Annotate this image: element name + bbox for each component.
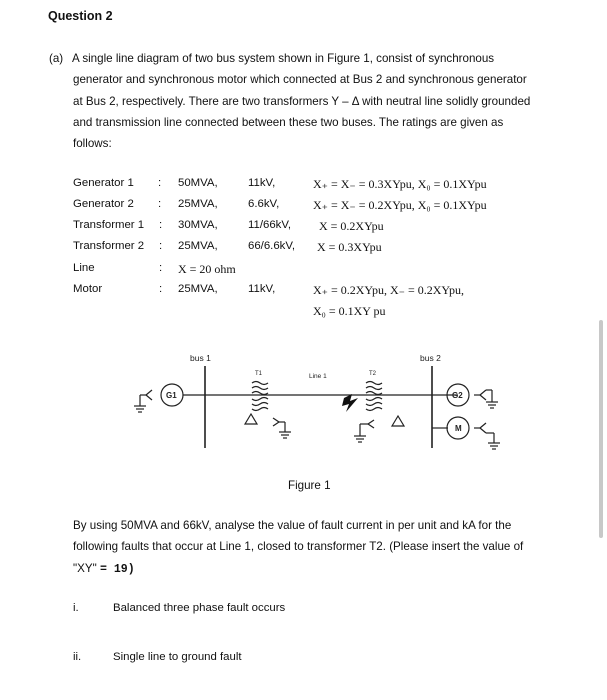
part-a-line-1: (a) A single line diagram of two bus system shown in Figure 1, consist of synchronous: [49, 48, 554, 69]
g2-label: G2: [452, 391, 463, 400]
xy-value: = 19): [99, 562, 135, 576]
item-2-text: Single line to ground fault: [113, 651, 242, 663]
instruction-line-2: following faults that occur at Line 1, closed to transformer T2. (Please insert the value of: [73, 540, 524, 554]
g2-wye-ground-icon: [474, 390, 498, 408]
question-title: Question 2: [48, 9, 113, 23]
t2-transformer-icon: [354, 382, 404, 443]
xy-note: [73, 558, 553, 580]
part-a-line-2: generator and synchronous motor which connected at Bus 2 and synchronous generator: [73, 73, 527, 87]
part-a-line-3: at Bus 2, respectively. There are two transformers Y – Δ with neutral line solidly grounded: [73, 94, 531, 108]
fault-lightning-icon: [342, 394, 358, 412]
item-1-text: Balanced three phase fault occurs: [113, 602, 286, 614]
single-line-diagram: [0, 340, 560, 470]
t1-transformer-icon: [245, 382, 291, 439]
item-1-number: i.: [73, 602, 79, 614]
motor-label: M: [455, 424, 462, 433]
instruction-paragraph: [73, 515, 553, 580]
part-a-paragraph: [49, 48, 554, 154]
part-a-line-5: follows:: [73, 137, 112, 151]
bus-2-label: bus 2: [420, 353, 441, 363]
t1-label: T1: [255, 371, 263, 377]
motor-wye-ground-icon: [474, 423, 500, 449]
item-2-number: ii.: [73, 651, 82, 663]
part-a-label: (a): [49, 52, 64, 65]
t2-label: T2: [369, 371, 377, 377]
line1-label: Line 1: [309, 373, 327, 380]
vertical-scrollbar[interactable]: [599, 320, 603, 538]
g1-wye-ground-icon: [134, 390, 152, 412]
xy-quote: "XY": [73, 561, 97, 575]
bus-1-label: bus 1: [190, 353, 211, 363]
part-a-line-4: and transmission line connected between these two buses. The ratings are given as: [73, 115, 504, 129]
instruction-line-1: By using 50MVA and 66kV, analyse the value of fault current in per unit and kA for the: [73, 519, 512, 532]
g1-label: G1: [166, 391, 177, 400]
figure-caption: Figure 1: [288, 479, 331, 492]
